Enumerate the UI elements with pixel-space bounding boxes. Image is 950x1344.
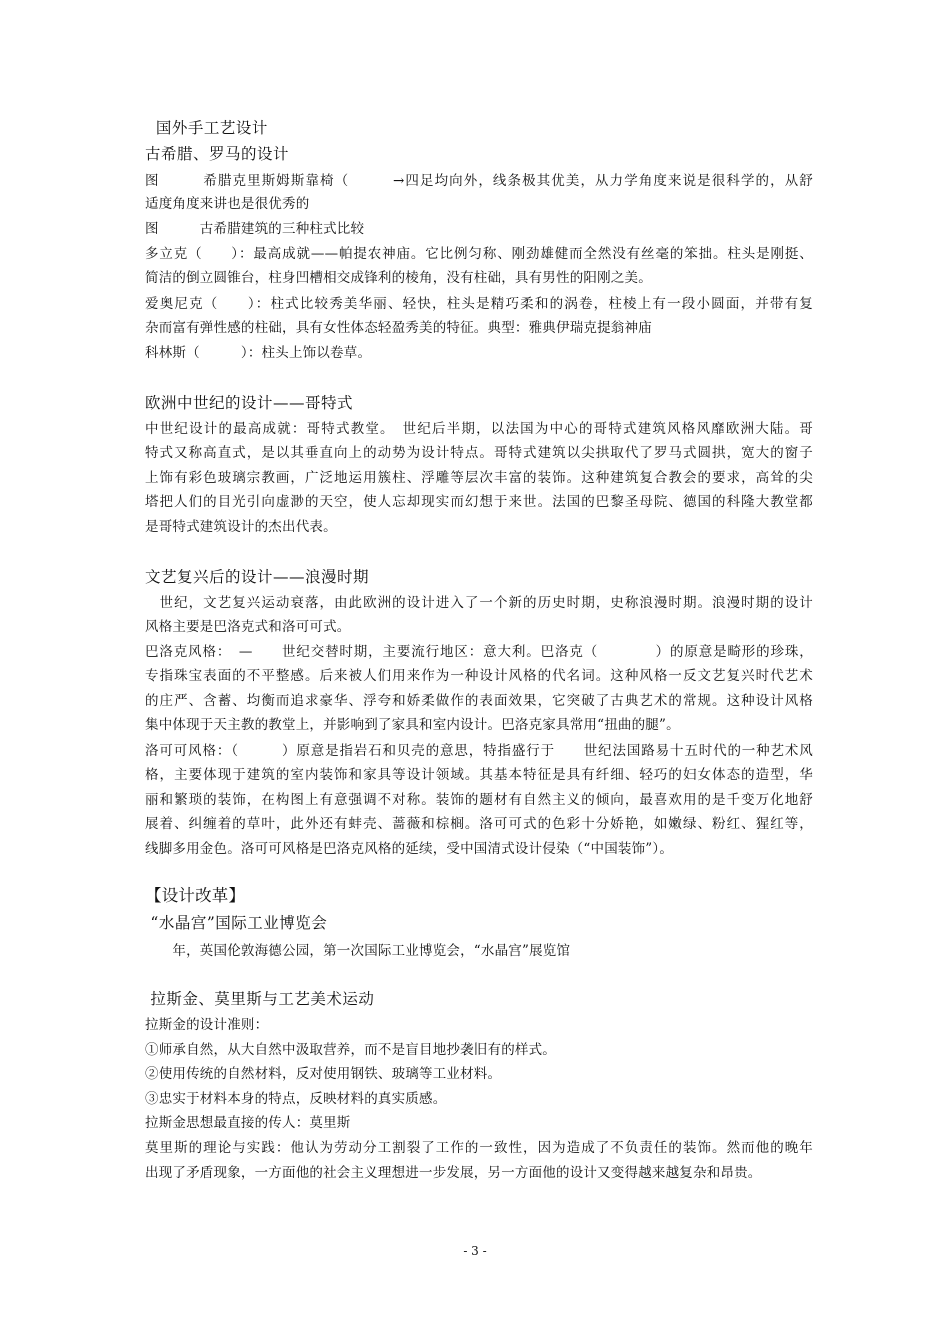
paragraph-line: 集中体现于天主教的教堂上，并影响到了家具和室内设计。巴洛克家具常用“扭曲的腿”。 xyxy=(145,717,680,733)
subsection-title-greece-rome: 古希腊、罗马的设计 xyxy=(145,145,290,163)
paragraph-line: 出现了矛盾现象，一方面他的社会主义理想进一步发展，另一方面他的设计又变得越来越复杂和昂贵。 xyxy=(145,1165,762,1181)
paragraph-line: 拉斯金思想最直接的传人：莫里斯 xyxy=(145,1115,351,1131)
subsection-title-romantic: 文艺复兴后的设计——浪漫时期 xyxy=(145,568,370,586)
paragraph-line: 多立克（ ）：最高成就——帕提农神庙。它比例匀称、刚劲雄健而全然没有丝毫的笨拙。柱头是刚挺、 xyxy=(145,246,813,262)
paragraph-line: 洛可可风格：（ ）原意是指岩石和贝壳的意思，特指盛行于 世纪法国路易十五时代的一种艺术风 xyxy=(145,743,813,759)
list-item: ③忠实于材料本身的特点，反映材料的真实质感。 xyxy=(145,1091,447,1107)
figure-caption: 图 古希腊建筑的三种柱式比较 xyxy=(145,221,365,237)
paragraph-line: 巴洛克风格： — 世纪交替时期，主要流行地区：意大利。巴洛克（ ）的原意是畸形的珍珠， xyxy=(145,644,813,660)
list-item: ①师承自然，从大自然中汲取营养，而不是盲目地抄袭旧有的样式。 xyxy=(145,1042,556,1058)
paragraph-line: 中世纪设计的最高成就：哥特式教堂。 世纪后半期，以法国为中心的哥特式建筑风格风靡欧洲大陆。哥 xyxy=(145,421,813,437)
paragraph-line: 拉斯金的设计准则： xyxy=(145,1017,269,1033)
paragraph-line: 特式又称高直式，是以其垂直向上的动势为设计特点。哥特式建筑以尖拱取代了罗马式圆拱，宽大的窗子 xyxy=(145,445,813,461)
paragraph-line: 线脚多用金色。洛可可风格是巴洛克风格的延续，受中国清式设计侵染（“中国装饰”）。 xyxy=(145,841,674,857)
subsection-title-gothic: 欧洲中世纪的设计——哥特式 xyxy=(145,394,354,412)
paragraph-line: 专指珠宝表面的不平整感。后来被人们用来作为一种设计风格的代名词。这种风格一反文艺复兴时代艺术 xyxy=(145,668,813,684)
section-title-foreign-crafts: 国外手工艺设计 xyxy=(145,119,268,137)
paragraph-line: 风格主要是巴洛克式和洛可可式。 xyxy=(145,619,351,635)
subsection-title-arts-and-crafts: 拉斯金、莫里斯与工艺美术运动 xyxy=(145,990,375,1008)
paragraph-line: 杂而富有弹性感的柱础，具有女性体态轻盈秀美的特征。典型：雅典伊瑞克提翁神庙 xyxy=(145,320,652,336)
paragraph-line: 丽和繁琐的装饰，在构图上有意强调不对称。装饰的题材有自然主义的倾向，最喜欢用的是千变万化地舒 xyxy=(145,792,813,808)
paragraph-line: 简洁的倒立圆锥台，柱身凹槽相交成锋利的棱角，没有柱础，具有男性的阳刚之美。 xyxy=(145,270,652,286)
paragraph-line: 爱奥尼克（ ）：柱式比较秀美华丽、轻快，柱头是精巧柔和的涡卷，柱棱上有一段小圆面，并带有复 xyxy=(145,296,813,312)
paragraph-line: 年，英国伦敦海德公园，第一次国际工业博览会，“水晶宫”展览馆 xyxy=(145,943,571,959)
list-item: ②使用传统的自然材料，反对使用钢铁、玻璃等工业材料。 xyxy=(145,1066,502,1082)
paragraph-line: 是哥特式建筑设计的杰出代表。 xyxy=(145,519,337,535)
page-number: - 3 - xyxy=(463,1244,487,1258)
section-title-design-reform: 【设计改革】 xyxy=(145,886,246,905)
paragraph-line: 莫里斯的理论与实践：他认为劳动分工割裂了工作的一致性，因为造成了不负责任的装饰。然而他的晚年 xyxy=(145,1140,813,1156)
paragraph-line: 塔把人们的目光引向虚渺的天空，使人忘却现实而幻想于来世。法国的巴黎圣母院、德国的科隆大教堂都 xyxy=(145,494,813,510)
paragraph-line: 世纪，文艺复兴运动衰落，由此欧洲的设计进入了一个新的历史时期，史称浪漫时期。浪漫时期的设计 xyxy=(145,595,813,611)
subsection-title-crystal-palace: “水晶宫”国际工业博览会 xyxy=(145,914,328,932)
paragraph-line: 的庄严、含蓄、均衡而追求豪华、浮夸和娇柔做作的表面效果，它突破了古典艺术的常规。这种设计风格 xyxy=(145,693,813,709)
paragraph-line: 图 希腊克里斯姆斯靠椅（ →四足均向外，线条极其优美，从力学角度来说是很科学的，从舒 xyxy=(145,173,813,189)
paragraph-line: 展着、纠缠着的草叶，此外还有蚌壳、蔷薇和棕榈。洛可可式的色彩十分娇艳，如嫩绿、粉红、猩红等， xyxy=(145,816,813,832)
paragraph-line: 科林斯（ ）：柱头上饰以卷草。 xyxy=(145,345,372,361)
paragraph-line: 上饰有彩色玻璃宗教画，广泛地运用簇柱、浮雕等层次丰富的装饰。这种建筑复合教会的要求，高耸的尖 xyxy=(145,470,813,486)
paragraph-line: 格，主要体现于建筑的室内装饰和家具等设计领域。其基本特征是具有纤细、轻巧的妇女体态的造型，华 xyxy=(145,767,813,783)
paragraph-line: 适度角度来讲也是很优秀的 xyxy=(145,196,310,212)
